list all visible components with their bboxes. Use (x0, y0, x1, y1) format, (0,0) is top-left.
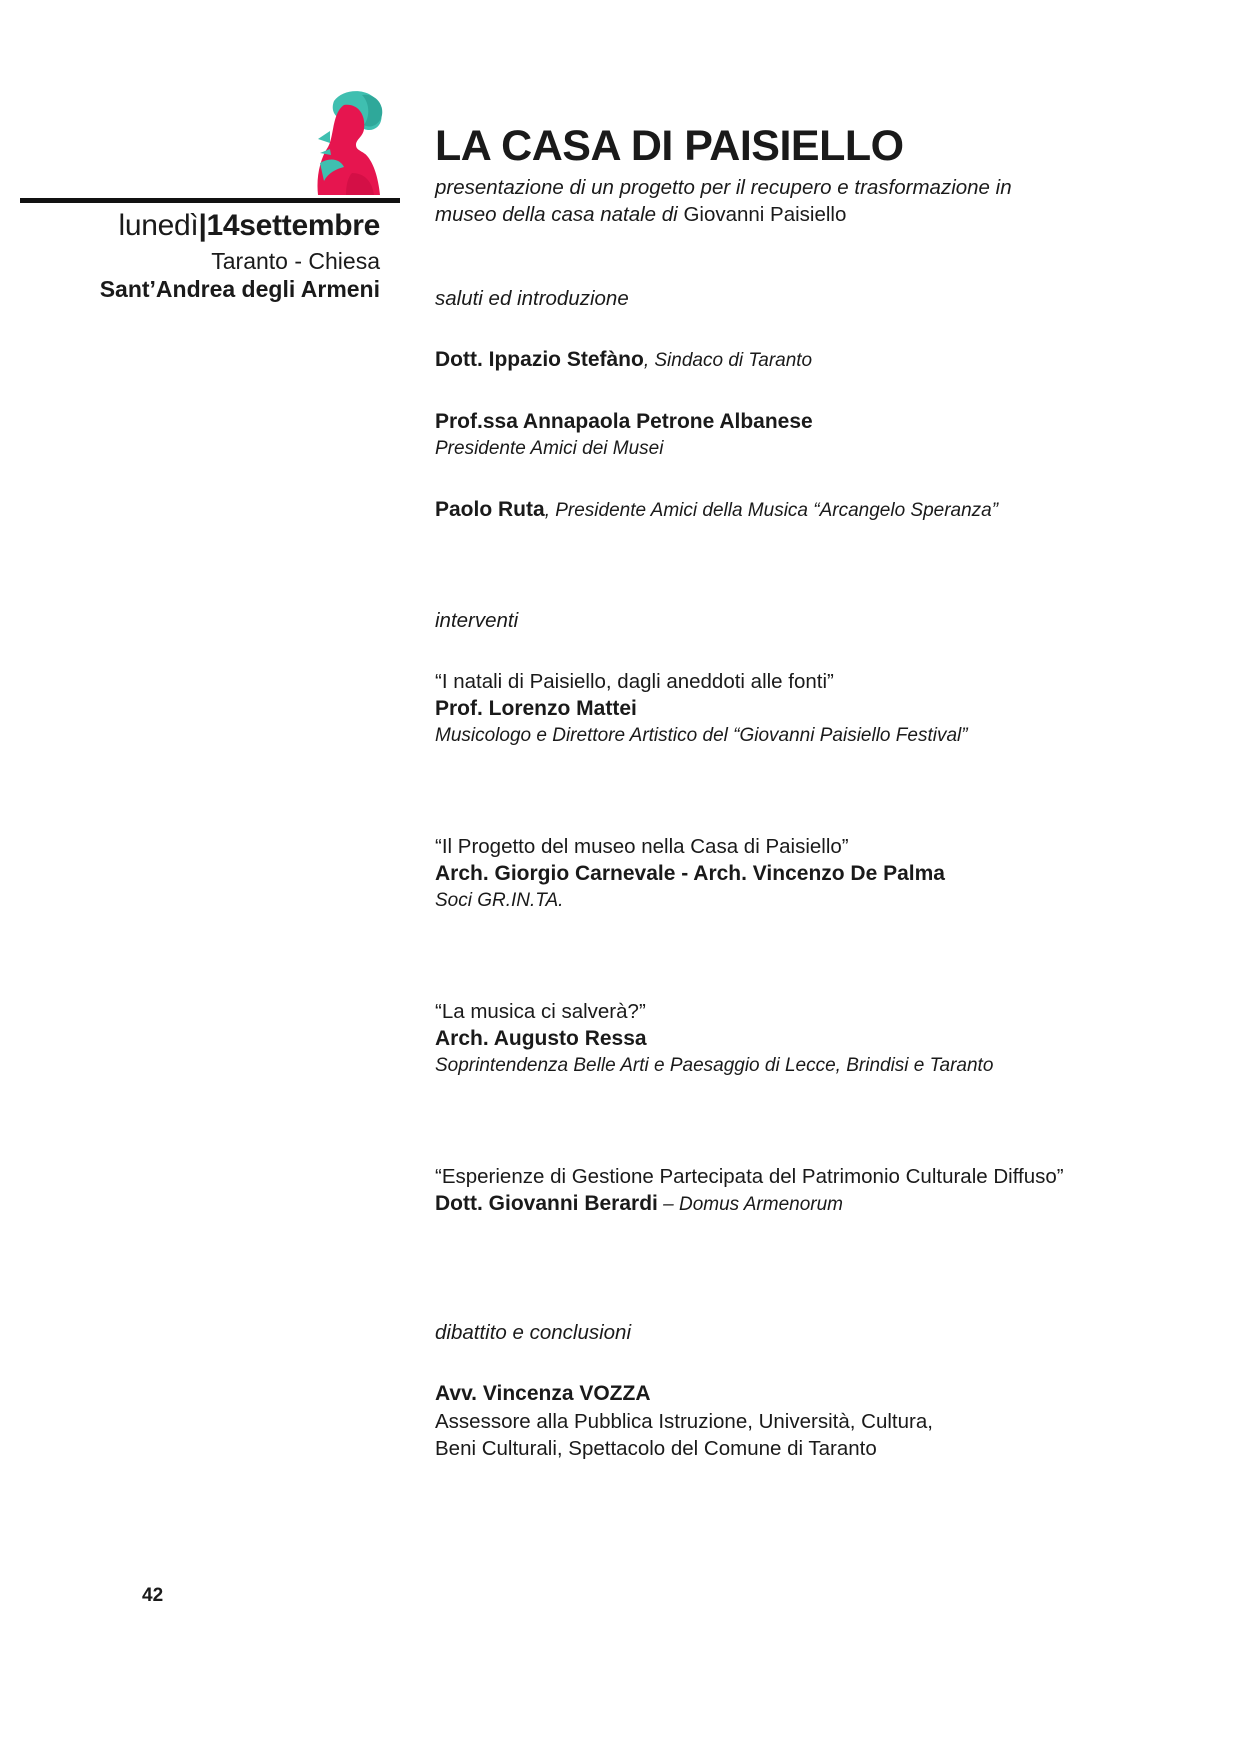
speaker-entry (435, 408, 1075, 462)
closing-speaker-role-line1: Assessore alla Pubblica Istruzione, Università, Cultura, (435, 1410, 933, 1433)
talk-speaker-name: Dott. Giovanni Berardi (435, 1192, 658, 1215)
talk-speaker-name: Arch. Augusto Ressa (435, 1027, 647, 1050)
talk-speaker-name: Arch. Giorgio Carnevale - Arch. Vincenzo De Palma (435, 862, 945, 885)
talk-title: “La musica ci salverà?” (435, 1000, 646, 1023)
speaker-name: Paolo Ruta (435, 498, 545, 521)
section-label-talks: interventi (435, 609, 519, 632)
event-weekday: lunedì (118, 209, 199, 242)
speaker-role: Presidente Amici dei Musei (435, 438, 664, 459)
talk-speaker-role: – Domus Armenorum (657, 1194, 843, 1215)
subtitle-plain-part: Giovanni Paisiello (683, 203, 847, 226)
closing-speaker-name: Avv. Vincenza VOZZA (435, 1382, 651, 1405)
section-label-greetings: saluti ed introduzione (435, 287, 629, 310)
talk-entry (435, 998, 1075, 1079)
event-date (20, 208, 400, 244)
talk-speaker-name: Prof. Lorenzo Mattei (435, 697, 637, 720)
page-title: LA CASA DI PAISIELLO (435, 122, 904, 170)
venue-name: Sant’Andrea degli Armeni (99, 276, 380, 302)
divider-rule (20, 198, 400, 203)
talk-entry (435, 1163, 1075, 1218)
speaker-entry (435, 346, 1075, 374)
closing-speaker-role-line2: Beni Culturali, Spettacolo del Comune di Taranto (435, 1437, 877, 1460)
paisiello-profile-logo-icon (300, 85, 400, 205)
speaker-role: , Presidente Amici della Musica “Arcangelo Speranza” (544, 500, 999, 521)
talk-speaker-role: Soprintendenza Belle Arti e Paesaggio di Lecce, Brindisi e Taranto (435, 1055, 994, 1076)
venue-city: Taranto - Chiesa (211, 248, 380, 274)
subtitle-italic-part: presentazione di un progetto per il recupero e trasformazione in museo della casa natale di (435, 176, 1012, 226)
date-separator: | (198, 209, 207, 242)
event-day: 14settembre (206, 209, 380, 242)
talk-speaker-role: Soci GR.IN.TA. (435, 890, 564, 911)
closing-speaker-entry (435, 1380, 1075, 1462)
talk-entry (435, 833, 1075, 914)
speaker-entry (435, 496, 1075, 524)
talk-speaker-role: Musicologo e Direttore Artistico del “Giovanni Paisiello Festival” (435, 725, 968, 746)
talk-entry (435, 668, 1075, 749)
page-number: 42 (142, 1585, 164, 1606)
talk-title: “Il Progetto del museo nella Casa di Paisiello” (435, 835, 849, 858)
speaker-role: , Sindaco di Taranto (643, 350, 813, 371)
talk-title: “Esperienze di Gestione Partecipata del Patrimonio Culturale Diffuso” (435, 1165, 1064, 1188)
page-subtitle (435, 174, 1075, 228)
speaker-name: Dott. Ippazio Stefàno (435, 348, 644, 371)
talk-title: “I natali di Paisiello, dagli aneddoti alle fonti” (435, 670, 834, 693)
program-column (435, 122, 1075, 1462)
talk-speaker-line (435, 1190, 1075, 1218)
section-label-closing: dibattito e conclusioni (435, 1321, 632, 1344)
speaker-name: Prof.ssa Annapaola Petrone Albanese (435, 410, 813, 433)
